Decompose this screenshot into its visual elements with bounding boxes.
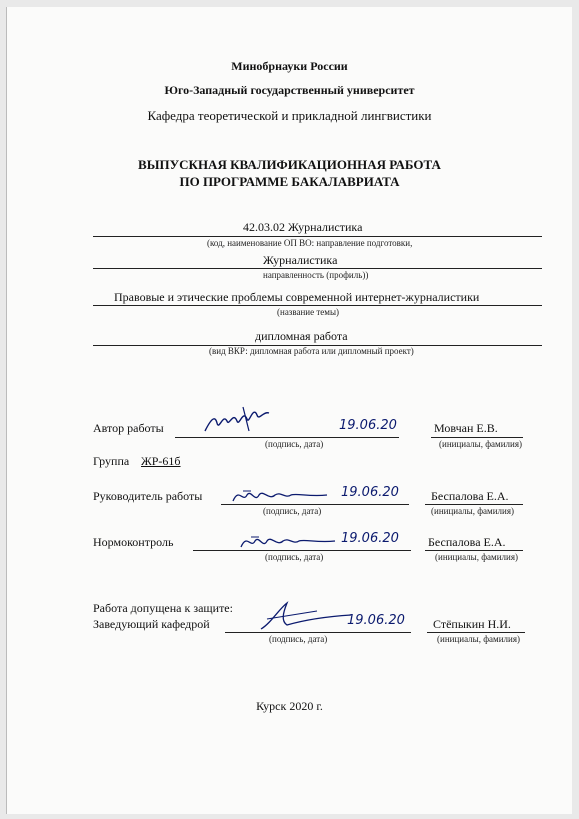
document-page [6, 7, 572, 814]
department-name: Кафедра теоретической и прикладной лингвистики [147, 108, 432, 123]
admitted-label: Работа допущена к защите: [93, 601, 233, 615]
normcontrol-name: Беспалова Е.А. [428, 535, 506, 549]
head-name: Стёпыкин Н.И. [433, 617, 511, 631]
supervisor-name-caption: (инициалы, фамилия) [431, 506, 514, 516]
normcontrol-date: 19.06.20 [341, 531, 399, 546]
supervisor-name: Беспалова Е.А. [431, 489, 509, 503]
profile-caption: направленность (профиль)) [263, 270, 369, 280]
supervisor-name-line [425, 504, 523, 505]
head-name-line [427, 632, 525, 633]
normcontrol-sign-caption: (подпись, дата) [265, 552, 324, 562]
topic-line [93, 305, 542, 306]
head-label: Заведующий кафедрой [93, 617, 210, 631]
normcontrol-label: Нормоконтроль [93, 535, 174, 549]
author-date: 19.06.20 [339, 418, 397, 433]
title-line-1: ВЫПУСКНАЯ КВАЛИФИКАЦИОННАЯ РАБОТА [138, 157, 441, 172]
thesis-topic: Правовые и этические проблемы современной интернет-журналистики [114, 290, 480, 304]
author-label: Автор работы [93, 421, 164, 435]
author-signature-icon [203, 401, 273, 439]
head-signature-icon [257, 599, 353, 633]
city-year: Курск 2020 г. [256, 699, 323, 713]
author-sign-caption: (подпись, дата) [265, 439, 324, 449]
group-value: ЖР-61б [141, 454, 181, 468]
ministry-name: Минобрнауки России [231, 59, 348, 73]
head-name-caption: (инициалы, фамилия) [437, 634, 520, 644]
supervisor-date: 19.06.20 [341, 485, 399, 500]
program-code: 42.03.02 Журналистика [243, 220, 363, 234]
head-sign-caption: (подпись, дата) [269, 634, 328, 644]
title-line-2: ПО ПРОГРАММЕ БАКАЛАВРИАТА [179, 174, 400, 189]
supervisor-label: Руководитель работы [93, 489, 203, 503]
supervisor-sign-caption: (подпись, дата) [263, 506, 322, 516]
group-label: Группа [93, 454, 130, 468]
topic-caption: (название темы) [277, 307, 340, 317]
university-name: Юго-Западный государственный университет [164, 83, 415, 97]
normcontrol-name-caption: (инициалы, фамилия) [435, 552, 518, 562]
author-name-caption: (инициалы, фамилия) [439, 439, 522, 449]
profile-value: Журналистика [263, 253, 338, 267]
work-type-caption: (вид ВКР: дипломная работа или дипломный проект) [209, 346, 414, 356]
author-name-line [431, 437, 523, 438]
normcontrol-name-line [425, 550, 523, 551]
program-code-line [93, 236, 542, 237]
head-date: 19.06.20 [347, 613, 405, 628]
author-name: Мовчан Е.В. [434, 421, 498, 435]
program-caption: (код, наименование ОП ВО: направление подготовки, [207, 238, 413, 248]
profile-line [93, 268, 542, 269]
work-type: дипломная работа [255, 329, 348, 343]
